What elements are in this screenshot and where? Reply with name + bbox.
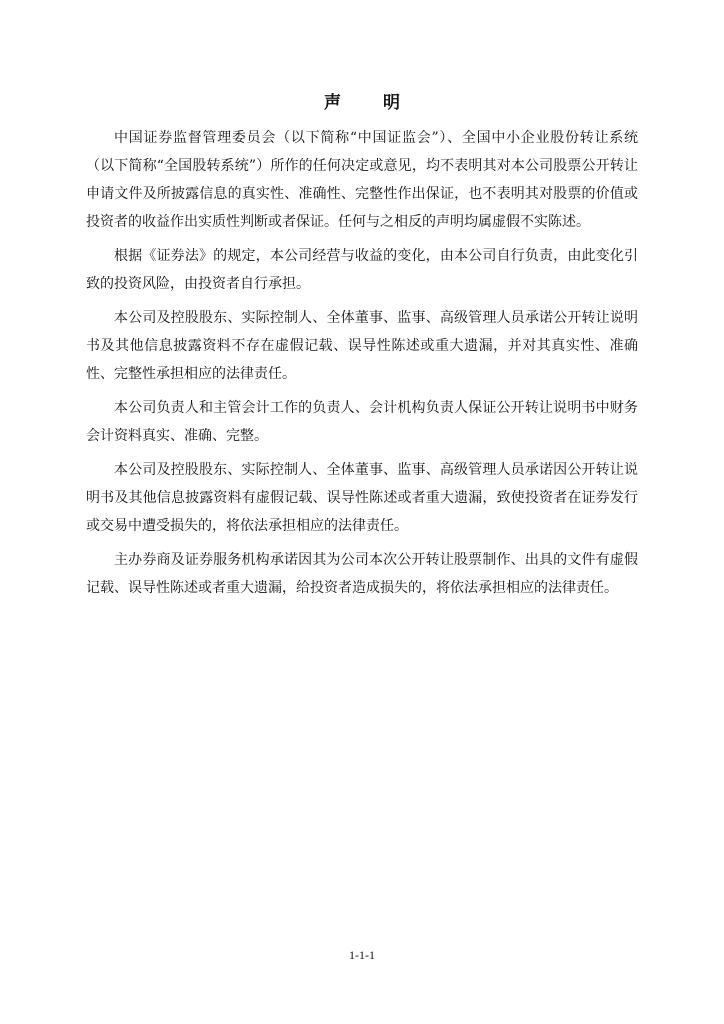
page-number: 1-1-1: [349, 948, 375, 962]
paragraph-4: 本公司负责人和主管会计工作的负责人、会计机构负责人保证公开转让说明书中财务会计资料真实、准确、完整。: [86, 400, 638, 444]
paragraph-6: 主办券商及证券服务机构承诺因其为公司本次公开转让股票制作、出具的文件有虚假记载、误导性陈述或者重大遗漏，给投资者造成损失的，将依法承担相应的法律责任。: [86, 552, 638, 596]
paragraph-3: 本公司及控股股东、实际控制人、全体董事、监事、高级管理人员承诺公开转让说明书及其他信息披露资料不存在虚假记载、误导性陈述或重大遗漏，并对其真实性、准确性、完整性承担相应的法律责任。: [86, 310, 638, 382]
declaration-body: [86, 124, 638, 608]
paragraph-5: 本公司及控股股东、实际控制人、全体董事、监事、高级管理人员承诺因公开转让说明书及其他信息披露资料有虚假记载、误导性陈述或者重大遗漏，致使投资者在证券发行或交易中遭受损失的，将依法承担相应的法律责任。: [86, 462, 638, 534]
paragraph-2: 根据《证券法》的规定，本公司经营与收益的变化，由本公司自行负责，由此变化引致的投资风险，由投资者自行承担。: [86, 248, 638, 292]
paragraph-1: 中国证券监督管理委员会（以下简称“中国证监会”）、全国中小企业股份转让系统（以下简称“全国股转系统”）所作的任何决定或意见，均不表明其对本公司股票公开转让申请文件及所披露信息的真实性、准确性、完整性作出保证，也不表明其对股票的价值或投资者的收益作出实质性判断或者保证。任何与之相反的声明均属虚假不实陈述。: [86, 130, 638, 230]
page-title: 声 明: [324, 93, 418, 113]
